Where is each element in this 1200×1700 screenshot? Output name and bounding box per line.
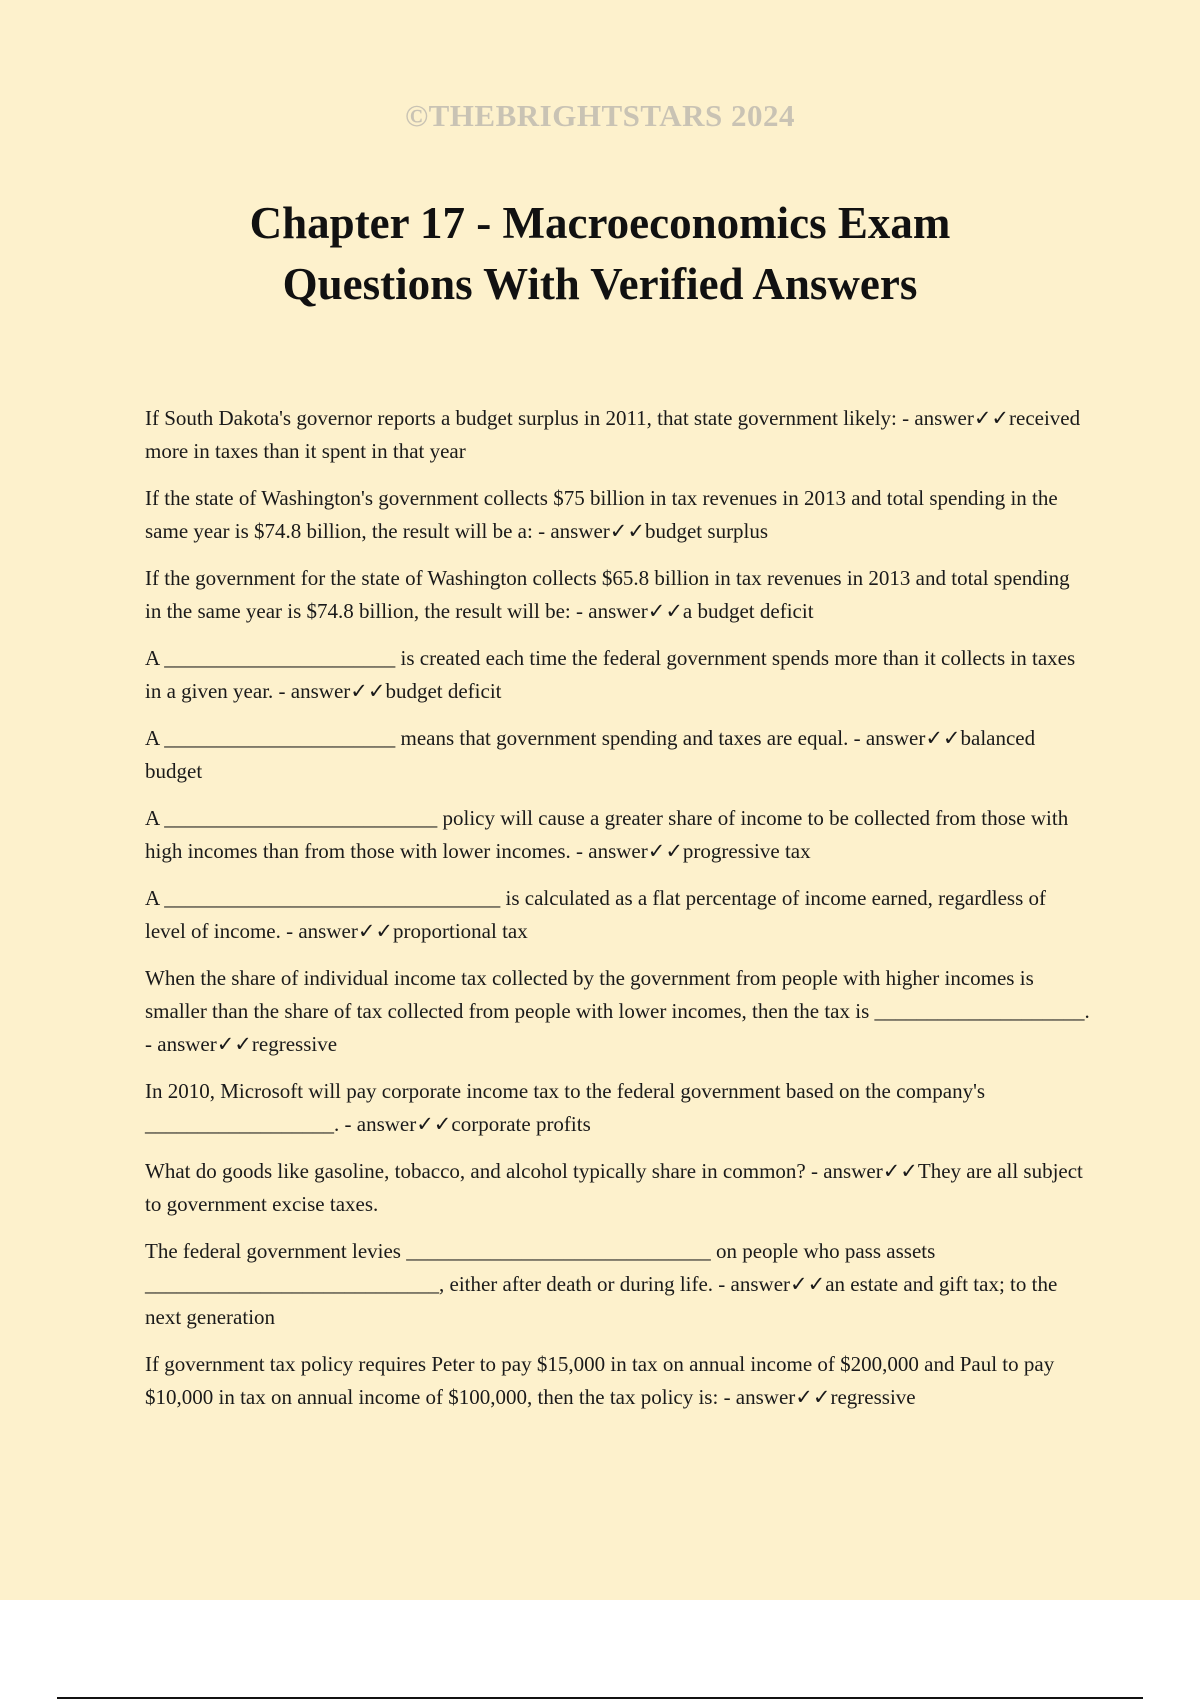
qa-item: In 2010, Microsoft will pay corporate income tax to the federal government based on the company's __________________. - answer✓✓corporate profits: [145, 1079, 986, 1136]
watermark: ©THEBRIGHTSTARS 2024: [404, 98, 796, 133]
qa-item: The federal government levies _____________________________ on people who pass assets ____________________________, either after death or during life. - answer✓✓an estate and gift tax; to the next generation: [145, 1239, 1058, 1329]
qa-item: If the state of Washington's government collects $75 billion in tax revenues in 2013 and total spending in the same year is $74.8 billion, the result will be a: - answer✓✓budget surplus: [145, 486, 1058, 543]
qa-item: What do goods like gasoline, tobacco, and alcohol typically share in common? - answer✓✓They are all subject to government excise taxes.: [145, 1159, 1083, 1216]
page-title: Chapter 17 - Macroeconomics Exam Questions With Verified Answers: [249, 198, 951, 309]
qa-item: A ______________________ means that government spending and taxes are equal. - answer✓✓balanced budget: [145, 726, 1036, 783]
qa-item: A ________________________________ is calculated as a flat percentage of income earned, regardless of level of income. - answer✓✓proportional tax: [145, 886, 1046, 943]
qa-list: [145, 402, 1090, 1428]
qa-item: If government tax policy requires Peter to pay $15,000 in tax on annual income of $200,000 and Paul to pay $10,000 in tax on annual income of $100,000, then the tax policy is: - answer✓✓regressive: [145, 1352, 1055, 1409]
qa-item: If the government for the state of Washington collects $65.8 billion in tax revenues in 2013 and total spending in the same year is $74.8 billion, the result will be: - answer✓✓a budget deficit: [145, 566, 1070, 623]
qa-item: If South Dakota's governor reports a budget surplus in 2011, that state government likely: - answer✓✓received more in taxes than it spent in that year: [145, 406, 1081, 463]
qa-item: A ______________________ is created each time the federal government spends more than it collects in taxes in a given year. - answer✓✓budget deficit: [145, 646, 1076, 703]
qa-item: When the share of individual income tax collected by the government from people with higher incomes is smaller than the share of tax collected from people with lower incomes, then the tax is ____________________. - answer✓✓regressive: [145, 966, 1090, 1056]
qa-item: A __________________________ policy will cause a greater share of income to be collected from those with high incomes than from those with lower incomes. - answer✓✓progressive tax: [145, 806, 1069, 863]
footer-divider: [57, 1697, 1143, 1699]
